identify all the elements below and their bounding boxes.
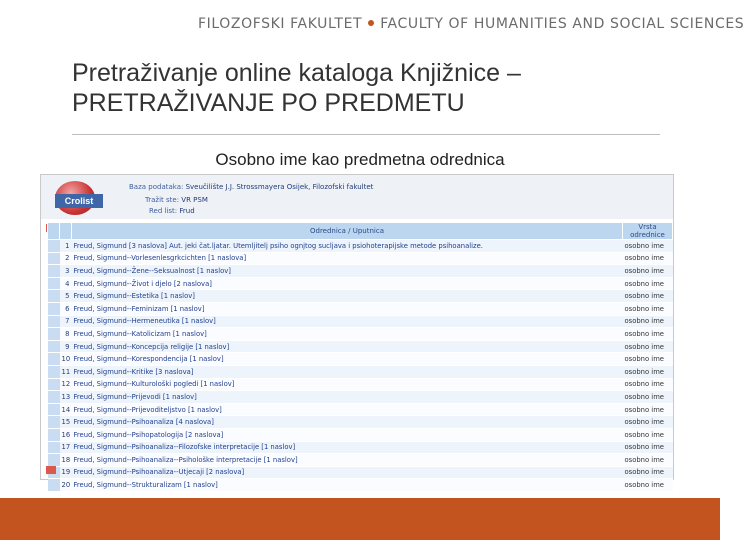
subject-heading-link[interactable]: Freud, Sigmund--Strukturalizam [1 naslov] [72,479,623,492]
database-label: Baza podataka: [129,183,184,191]
table-row[interactable] [48,454,673,467]
heading-type: osobno ime [623,290,673,303]
heading-type: osobno ime [623,277,673,290]
slide-title-line1: Pretraživanje online kataloga Knjižnice – [72,59,521,87]
row-number: 10 [60,353,72,366]
heading-type: osobno ime [623,441,673,454]
row-number: 20 [60,479,72,492]
subject-heading-link[interactable]: Freud, Sigmund--Korespondencija [1 naslov] [72,353,623,366]
faculty-name-en: FACULTY OF HUMANITIES AND SOCIAL SCIENCES [380,16,744,32]
subject-heading-link[interactable]: Freud, Sigmund--Hermeneutika [1 naslov] [72,315,623,328]
faculty-header [198,16,744,38]
subject-heading-link[interactable]: Freud, Sigmund--Psihoanaliza [4 naslova] [72,416,623,429]
row-number: 18 [60,454,72,467]
row-control[interactable] [48,302,60,315]
row-number: 9 [60,340,72,353]
row-control[interactable] [48,416,60,429]
query-label: Tražit ste: [145,196,180,204]
row-control[interactable] [48,277,60,290]
subject-heading-link[interactable]: Freud, Sigmund--Žene--Seksualnost [1 naslov] [72,265,623,278]
header-control [48,223,60,240]
heading-type: osobno ime [623,403,673,416]
results-body [48,240,673,492]
subject-heading-link[interactable]: Freud, Sigmund--Kritike [3 naslova] [72,365,623,378]
row-control[interactable] [48,365,60,378]
table-row[interactable] [48,265,673,278]
table-row[interactable] [48,277,673,290]
row-control[interactable] [48,315,60,328]
heading-type: osobno ime [623,479,673,492]
table-row[interactable] [48,302,673,315]
faculty-name-hr: FILOZOFSKI FAKULTET [198,16,363,32]
catalog-info-band [41,175,673,219]
heading-type: osobno ime [623,328,673,341]
subject-heading-link[interactable]: Freud, Sigmund--Psihoanaliza--Utjecaji [2 naslova] [72,466,623,479]
subject-heading-link[interactable]: Freud, Sigmund--Vorlesenlesgrkcichten [1 naslova] [72,252,623,265]
row-number: 7 [60,315,72,328]
table-row[interactable] [48,365,673,378]
row-control[interactable] [48,265,60,278]
row-number: 6 [60,302,72,315]
results-table-wrap [47,222,673,492]
table-row[interactable] [48,353,673,366]
table-row[interactable] [48,340,673,353]
heading-type: osobno ime [623,265,673,278]
row-control[interactable] [48,340,60,353]
query-info [145,196,208,204]
catalog-screenshot [40,174,674,490]
table-row[interactable] [48,240,673,253]
table-row[interactable] [48,315,673,328]
list-value: Frud [179,207,195,215]
heading-type: osobno ime [623,428,673,441]
heading-type: osobno ime [623,302,673,315]
subject-heading-link[interactable]: Freud, Sigmund--Estetika [1 naslov] [72,290,623,303]
table-row[interactable] [48,416,673,429]
row-control[interactable] [48,290,60,303]
table-row[interactable] [48,441,673,454]
list-label: Red list: [149,207,178,215]
footer-bar [0,498,720,540]
table-row[interactable] [48,479,673,492]
heading-type: osobno ime [623,378,673,391]
column-heading-type[interactable]: Vrsta odrednice [623,223,673,240]
heading-type: osobno ime [623,454,673,467]
table-row[interactable] [48,391,673,404]
row-number: 16 [60,428,72,441]
table-row[interactable] [48,403,673,416]
table-row[interactable] [48,290,673,303]
table-row[interactable] [48,428,673,441]
row-control[interactable] [48,252,60,265]
table-row[interactable] [48,328,673,341]
row-control[interactable] [48,403,60,416]
database-info [129,183,373,191]
slide-title-line2: PRETRAŽIVANJE PO PREDMETU [72,89,465,117]
subject-heading-link[interactable]: Freud, Sigmund--Kulturološki pogledi [1 naslov] [72,378,623,391]
database-value: Sveučilište J.J. Strossmayera Osijek, Filozofski fakultet [185,183,374,191]
row-control[interactable] [48,378,60,391]
row-number: 17 [60,441,72,454]
heading-type: osobno ime [623,365,673,378]
heading-type: osobno ime [623,466,673,479]
subject-heading-link[interactable]: Freud, Sigmund--Psihopatologija [2 naslova] [72,428,623,441]
row-number: 15 [60,416,72,429]
query-value: VR PSM [181,196,208,204]
row-number: 8 [60,328,72,341]
row-number: 4 [60,277,72,290]
subject-heading-link[interactable]: Freud, Sigmund--Prijevodi [1 naslov] [72,391,623,404]
table-row[interactable] [48,466,673,479]
table-row[interactable] [48,252,673,265]
heading-type: osobno ime [623,353,673,366]
row-number: 14 [60,403,72,416]
title-divider [72,134,660,135]
slide-subtitle: Osobno ime kao predmetna odrednica [215,150,505,169]
table-header-row [48,223,673,240]
subject-heading-link[interactable]: Freud, Sigmund--Psihoanaliza--Psihološke interpretacije [1 naslov] [72,454,623,467]
heading-type: osobno ime [623,340,673,353]
row-control[interactable] [48,428,60,441]
row-number: 12 [60,378,72,391]
row-number: 1 [60,240,72,253]
row-number: 11 [60,365,72,378]
subject-heading-link[interactable]: Freud, Sigmund--Feminizam [1 naslov] [72,302,623,315]
slide-title [72,58,672,118]
row-control[interactable] [48,240,60,253]
column-heading-entry[interactable]: Odrednica / Uputnica [72,223,623,240]
separator-dot-icon [368,20,374,26]
row-number: 13 [60,391,72,404]
row-control[interactable] [48,353,60,366]
scroll-down-button[interactable] [46,466,56,474]
results-table [47,222,673,492]
table-row[interactable] [48,378,673,391]
row-number: 5 [60,290,72,303]
row-control[interactable] [48,391,60,404]
row-control[interactable] [48,454,60,467]
row-number: 19 [60,466,72,479]
list-info [149,207,195,215]
subject-heading-link[interactable]: Freud, Sigmund [3 naslova] Aut. jeki čat.ljatar. Utemljitelj psiho ognjtog sucljava i psiohoterapijske metode psihoanalize. [72,240,623,253]
row-control[interactable] [48,441,60,454]
heading-type: osobno ime [623,391,673,404]
heading-type: osobno ime [623,315,673,328]
subject-heading-link[interactable]: Freud, Sigmund--Život i djelo [2 naslova] [72,277,623,290]
row-control[interactable] [48,328,60,341]
row-number: 3 [60,265,72,278]
row-control[interactable] [48,479,60,492]
header-num [60,223,72,240]
subject-heading-link[interactable]: Freud, Sigmund--Katolicizam [1 naslov] [72,328,623,341]
subject-heading-link[interactable]: Freud, Sigmund--Koncepcija religije [1 naslov] [72,340,623,353]
subject-heading-link[interactable]: Freud, Sigmund--Psihoanaliza--Filozofske interpretacije [1 naslov] [72,441,623,454]
heading-type: osobno ime [623,240,673,253]
heading-type: osobno ime [623,416,673,429]
row-number: 2 [60,252,72,265]
crolist-logo-text: Crolist [55,194,103,208]
heading-type: osobno ime [623,252,673,265]
subject-heading-link[interactable]: Freud, Sigmund--Prijevoditeljstvo [1 naslov] [72,403,623,416]
